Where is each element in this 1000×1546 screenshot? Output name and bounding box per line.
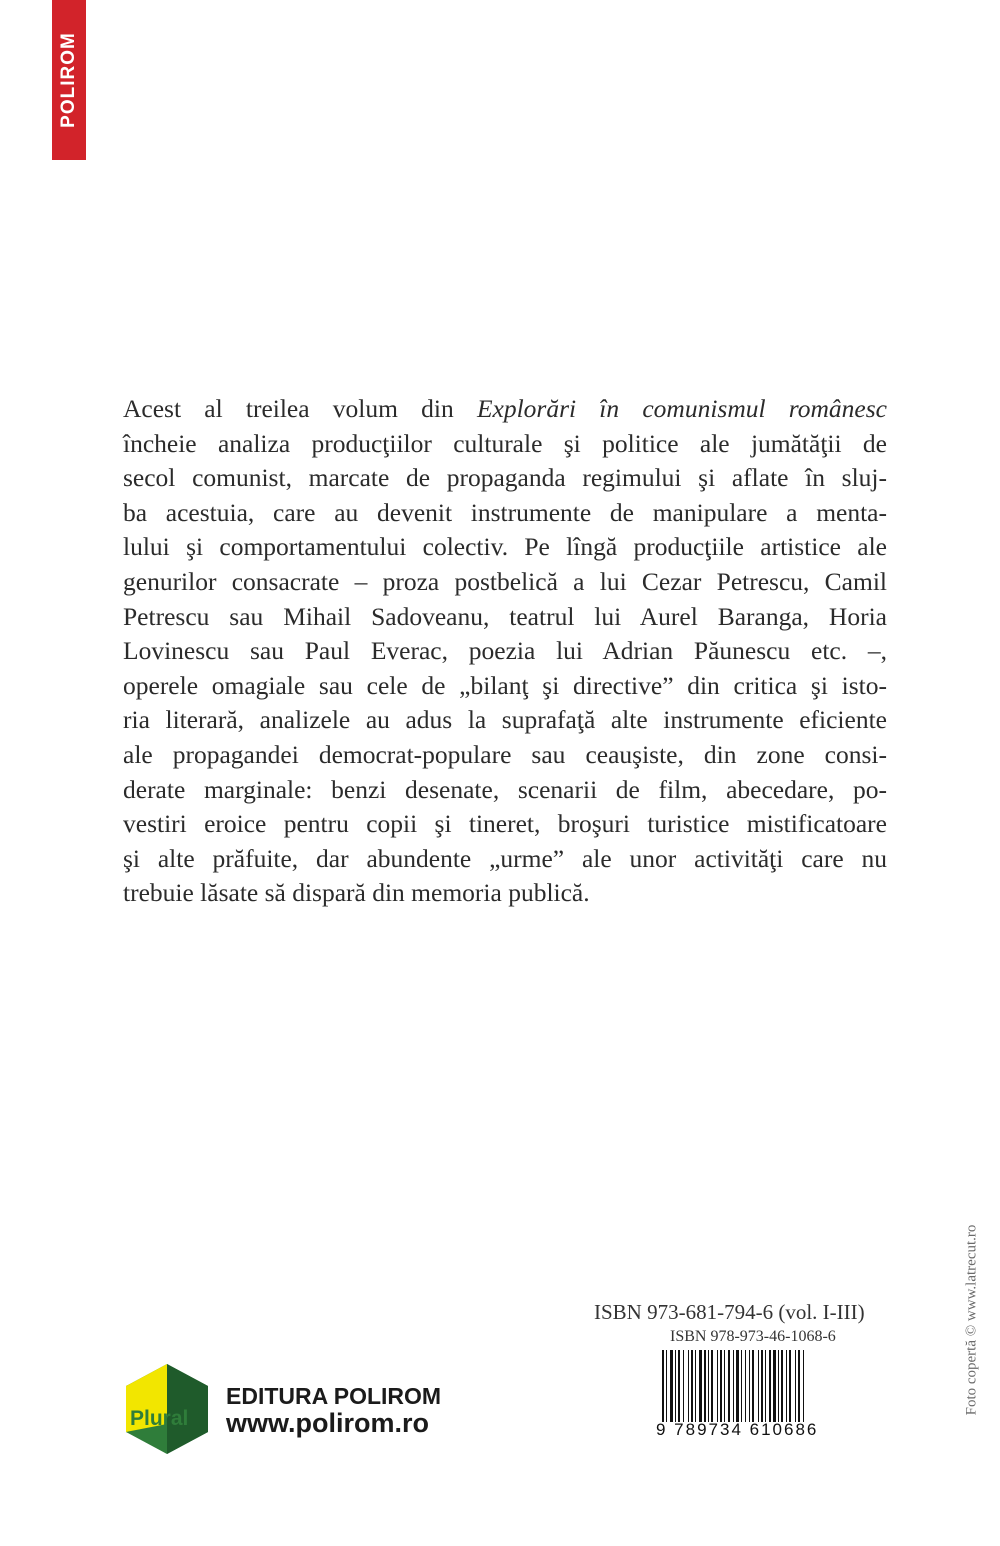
photo-credit-text: Foto copertă © www.latrecut.ro <box>963 1224 980 1416</box>
blurb-line: vestiri eroice pentru copii şi tineret, broşuri turistice mistificatoare <box>123 809 887 839</box>
blurb-line: ale propagandei democrat-populare sau ceauşiste, din zone consi- <box>123 739 887 769</box>
blurb-line: genurilor consacrate – proza postbelică a lui Cezar Petrescu, Camil <box>123 566 887 596</box>
isbn-series: ISBN 973-681-794-6 (vol. I-III) <box>594 1300 865 1324</box>
blurb-line: operele omagiale sau cele de „bilanţ şi directive” din critica şi isto- <box>123 670 887 700</box>
blurb-line: ba acestuia, care au devenit instrumente de manipulare a menta- <box>123 497 887 527</box>
blurb-line: trebuie lăsate să dispară din memoria publică. <box>123 878 590 908</box>
blurb-line: Lovinescu sau Paul Everac, poezia lui Adrian Păunescu etc. –, <box>123 636 887 666</box>
blurb-line: Petrescu sau Mihail Sadoveanu, teatrul lui Aurel Baranga, Horia <box>123 601 887 631</box>
publisher-name: EDITURA POLIROM <box>226 1383 442 1409</box>
publisher-spine-tab <box>52 0 86 160</box>
logo-text: Plural <box>130 1407 189 1430</box>
blurb-line: secol comunist, marcate de propaganda regimului şi aflate în sluj- <box>123 463 887 493</box>
barcode <box>660 1350 870 1428</box>
publisher-url: www.polirom.ro <box>226 1408 430 1438</box>
blurb-line: şi alte prăfuite, dar abundente „urme” ale unor activităţi care nu <box>123 843 887 873</box>
photo-credit <box>958 1175 986 1465</box>
spine-label: POLIROM <box>58 32 80 128</box>
blurb-line: derate marginale: benzi desenate, scenarii de film, abecedare, po- <box>123 774 887 804</box>
isbn-volume: ISBN 978-973-46-1068-6 <box>670 1328 836 1345</box>
barcode-digits: 9 789734 610686 <box>656 1420 819 1439</box>
blurb-line: lului şi comportamentului colectiv. Pe lîngă producţiile artistice ale <box>123 532 887 562</box>
blurb-line: ria literară, analizele au adus la suprafaţă alte instrumente eficiente <box>123 705 887 735</box>
back-cover-blurb <box>123 392 887 911</box>
plural-logo-icon <box>122 1362 212 1454</box>
blurb-line: încheie analiza producţiilor culturale şi politice ale jumătăţii de <box>123 428 887 458</box>
blurb-line: Acest al treilea volum din Explorări în comunismul românesc <box>123 394 887 423</box>
